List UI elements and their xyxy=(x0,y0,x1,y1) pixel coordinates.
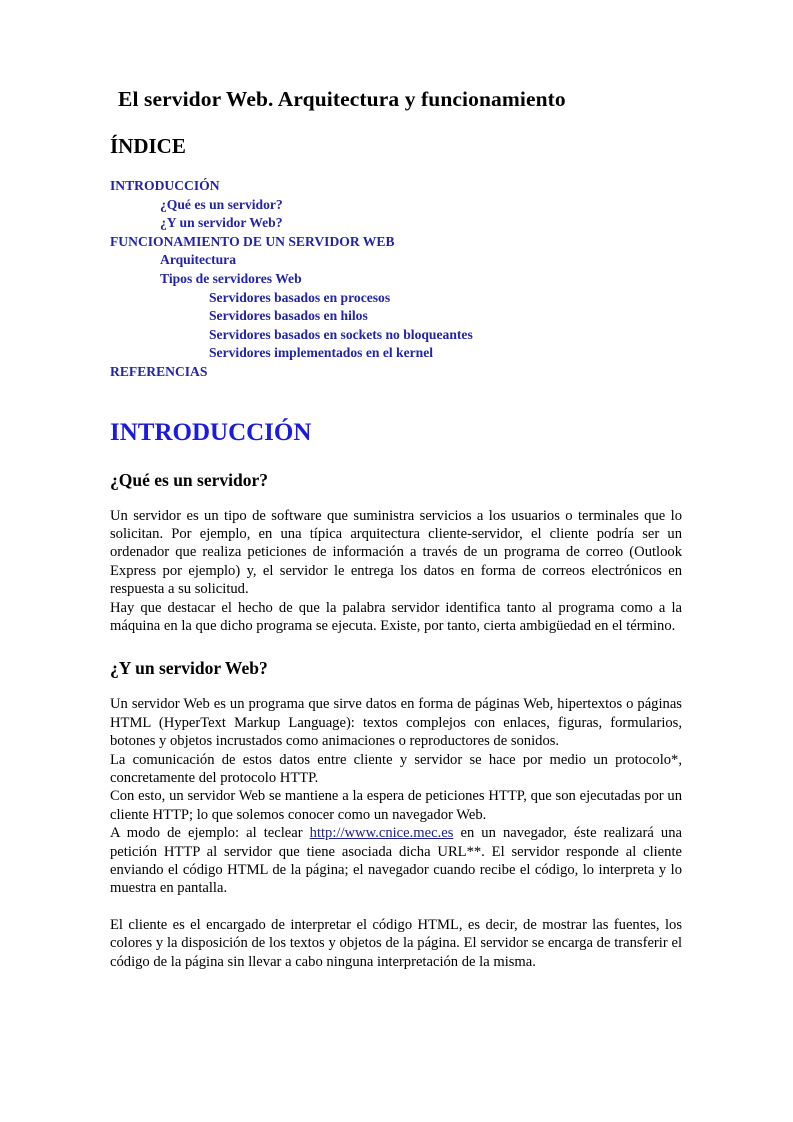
paragraph-servidor-ambiguedad: Hay que destacar el hecho de que la palabra servidor identifica tanto al programa como a la máquina en la que dicho programa se ejecuta. Existe, por tanto, cierta ambigüedad en el término. xyxy=(110,599,682,634)
toc-item-funcionamiento[interactable]: FUNCIONAMIENTO DE UN SERVIDOR WEB xyxy=(110,233,395,249)
page-title: El servidor Web. Arquitectura y funcionamiento xyxy=(118,87,566,111)
toc-item-arquitectura[interactable]: Arquitectura xyxy=(160,252,237,268)
subsection-heading-y-un-servidor-web: ¿Y un servidor Web? xyxy=(110,658,268,679)
cnice-url-link[interactable]: http://www.cnice.mec.es xyxy=(309,825,454,842)
paragraph-comunicacion-protocolo: La comunicación de estos datos entre cliente y servidor se hace por medio un protocolo*, concretamente del protocolo HTTP. xyxy=(110,751,682,786)
toc-item-introduccion[interactable]: INTRODUCCIÓN xyxy=(110,178,220,193)
toc-item-basados-sockets[interactable]: Servidores basados en sockets no bloqueantes xyxy=(209,326,473,342)
paragraph-servidor-web-definicion: Un servidor Web es un programa que sirve datos en forma de páginas Web, hipertextos o páginas HTML (HyperText Markup Language): textos complejos con enlaces, figuras, formularios, botones y objetos incrustados como animaciones o reproductores de sonidos. xyxy=(110,696,682,750)
paragraph-ejemplo-url-text-before: A modo de ejemplo: al teclear xyxy=(110,825,310,842)
paragraph-cliente-interpretacion: El cliente es el encargado de interpretar el código HTML, es decir, de mostrar las fuentes, los colores y la disposición de los textos y objetos de la página. El servidor se encarga de transferir el código de la página sin llevar a cabo ninguna interpretación de la misma. xyxy=(110,916,682,970)
section-heading-introduccion: INTRODUCCIÓN xyxy=(110,418,312,446)
paragraph-peticiones-http: Con esto, un servidor Web se mantiene a la espera de peticiones HTTP, que son ejecutadas por un cliente HTTP; lo que solemos conocer como un navegador Web. xyxy=(110,788,682,823)
paragraph-servidor-definicion: Un servidor es un tipo de software que suministra servicios a los usuarios o terminales que lo solicitan. Por ejemplo, en una típica arquitectura cliente-servidor, el cliente podría ser un ordenador que realiza peticiones de información a través de un programa de correo (Outlook Express por ejemplo) y, el servidor le entrega los datos en forma de correos electrónicos en respuesta a su solicitud. xyxy=(110,507,682,598)
toc-item-y-un-servidor-web[interactable]: ¿Y un servidor Web? xyxy=(160,215,283,231)
toc-item-referencias[interactable]: REFERENCIAS xyxy=(110,363,208,379)
subsection-heading-que-es-un-servidor: ¿Qué es un servidor? xyxy=(110,469,268,490)
table-of-contents xyxy=(110,159,682,382)
toc-item-tipos-servidores[interactable]: Tipos de servidores Web xyxy=(160,270,302,286)
paragraph-ejemplo-url xyxy=(110,824,682,898)
index-heading: ÍNDICE xyxy=(110,134,186,158)
document-content xyxy=(110,0,682,971)
toc-item-que-es-un-servidor[interactable]: ¿Qué es un servidor? xyxy=(160,196,283,212)
paragraph-ejemplo-url-text-after: en un navegador, éste realizará una petición HTTP al servidor que tiene asociada dicha URL**. El servidor responde al cliente enviando el código HTML de la página; el navegador cuando recibe el código, lo interpreta y lo muestra en pantalla. xyxy=(110,825,682,897)
toc-item-basados-hilos[interactable]: Servidores basados en hilos xyxy=(209,308,368,324)
toc-item-basados-procesos[interactable]: Servidores basados en procesos xyxy=(209,289,391,305)
toc-item-kernel[interactable]: Servidores implementados en el kernel xyxy=(209,345,434,361)
